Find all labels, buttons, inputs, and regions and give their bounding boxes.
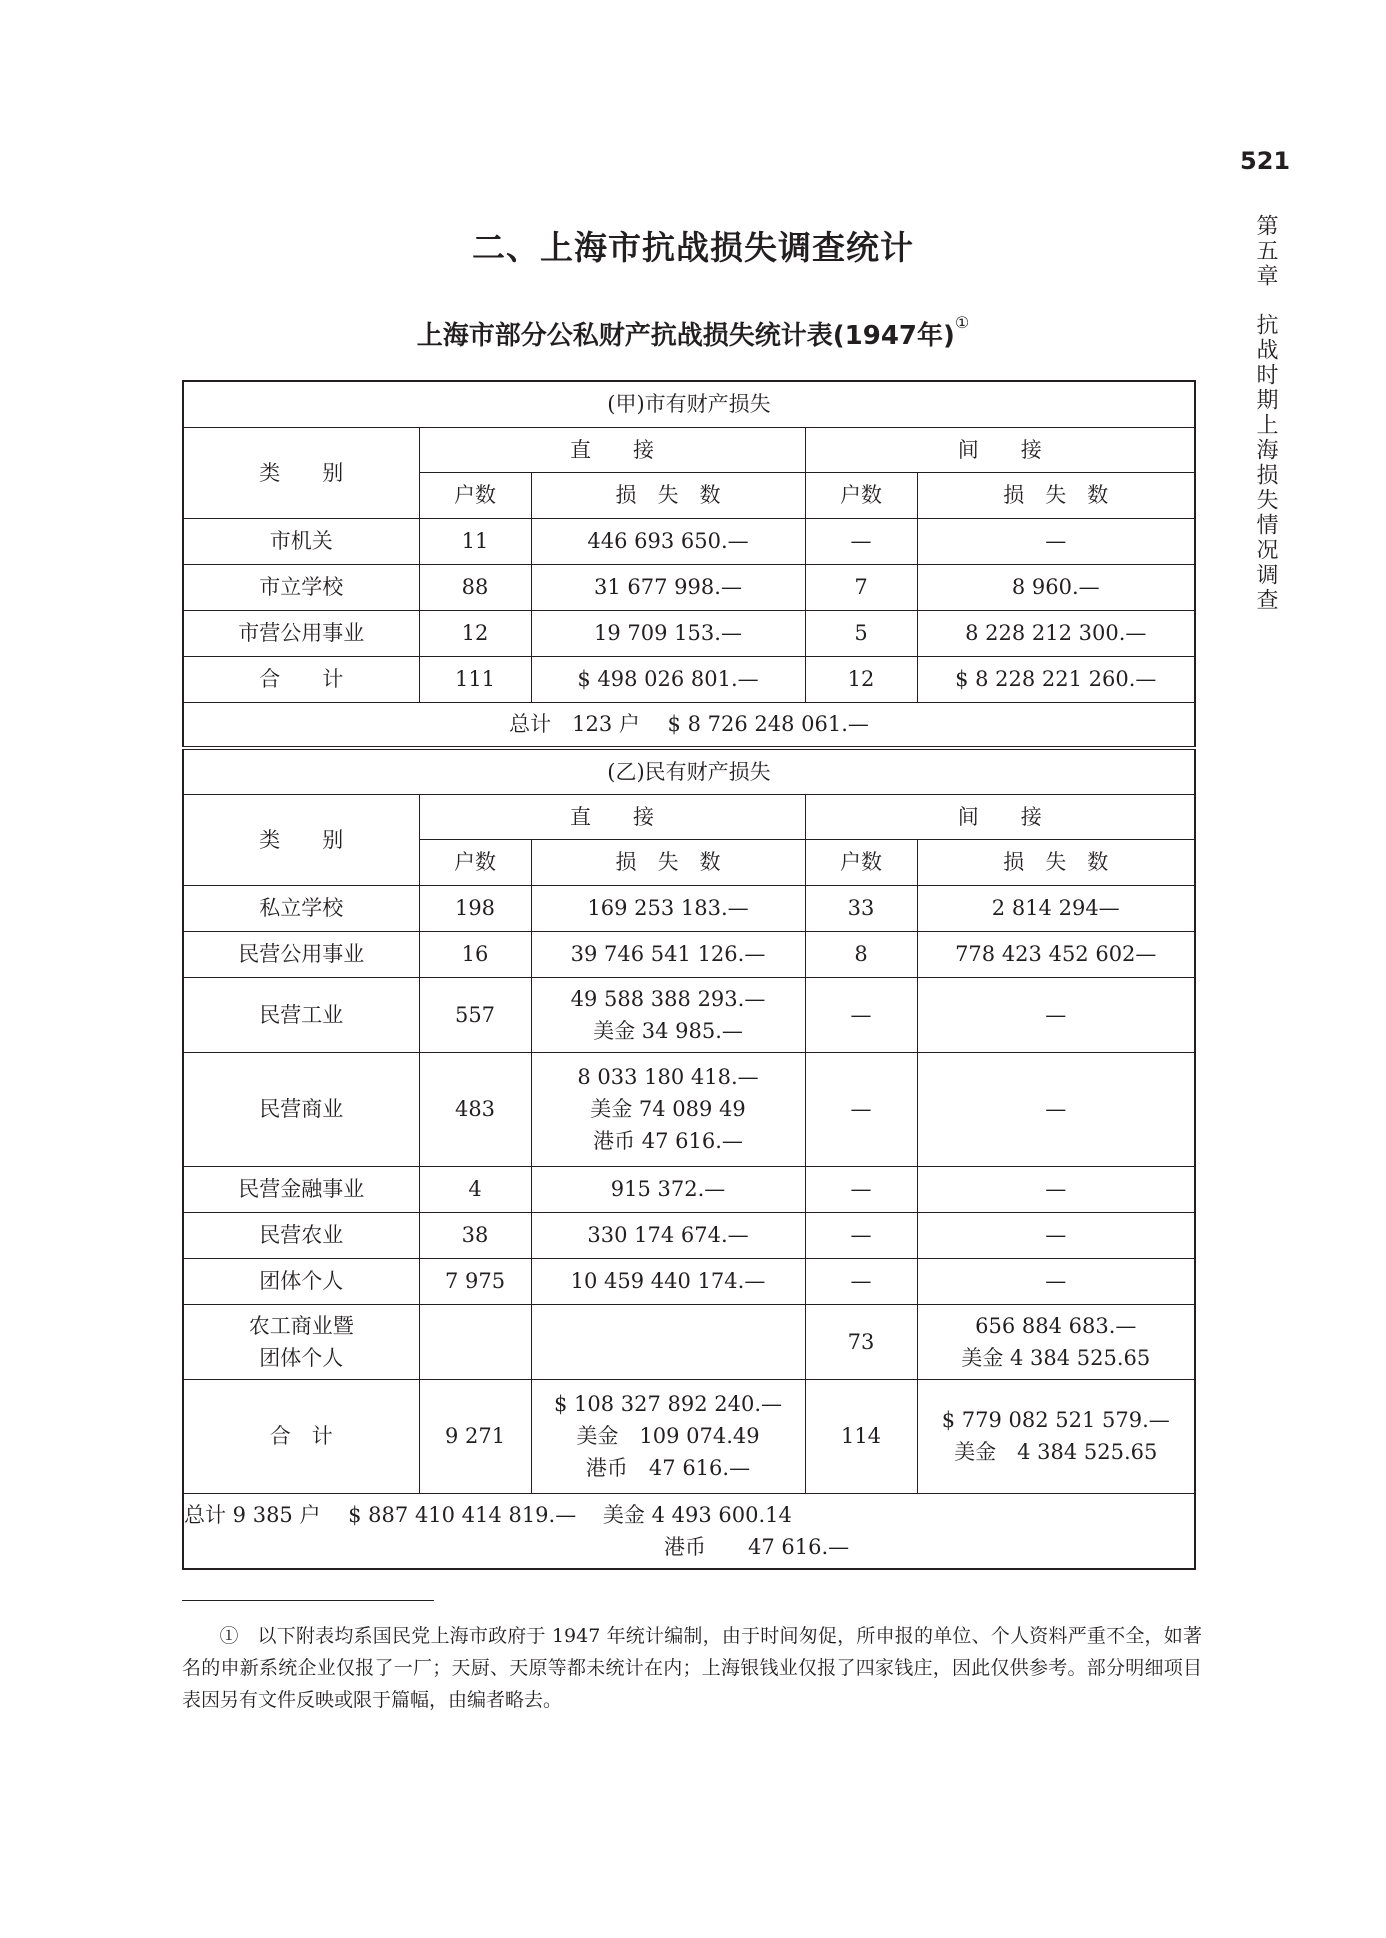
direct-loss-cell [531,1304,805,1379]
grand-total-hkd: 港币 47 616.— [664,1534,850,1559]
part-a-title: (甲)市有财产损失 [183,381,1195,427]
footnote-divider [182,1600,434,1601]
footnote-ref: ① [954,313,970,332]
indirect-households-cell: — [805,1166,917,1212]
indirect-header: 间 接 [805,427,1195,472]
table-row [183,885,1195,931]
page-number: 521 [1240,147,1291,175]
category-cell: 合 计 [183,1379,419,1493]
table-row [183,1166,1195,1212]
category-cell: 民营工业 [183,977,419,1052]
category-cell [183,1304,419,1379]
indirect-households-cell: — [805,1052,917,1166]
table-row [183,1258,1195,1304]
grand-total-usd: 美金 4 493 600.14 [602,1502,792,1527]
footnote-text: 以下附表均系国民党上海市政府于 1947 年统计编制，由于时间匆促，所申报的单位、个人资料严重不全，如著名的申新系统企业仅报了一厂；天厨、天原等都未统计在内；上海银钱业仅报了四家钱庄，因此仅供参考。部分明细项目表因另有文件反映或限于篇幅，由编者略去。 [182,1625,1202,1711]
direct-households-cell: 557 [419,977,531,1052]
direct-loss-cell: 915 372.— [531,1166,805,1212]
category-line: 农工商业暨 [248,1313,354,1338]
category-cell: 团体个人 [183,1258,419,1304]
part-b-total-row [183,1493,1195,1569]
category-header: 类 别 [183,794,419,885]
table-title-text: 上海市部分公私财产抗战损失统计表(1947年) [416,321,955,351]
category-line: 团体个人 [259,1345,344,1370]
loss-amount-usd: 美金 74 089 49 [590,1097,746,1121]
loss-amount: $ 108 327 892 240.— [553,1392,783,1416]
indirect-loss-cell: 8 960.— [917,564,1195,610]
table-title [0,315,1386,352]
direct-loss-cell: 169 253 183.— [531,885,805,931]
category-cell: 合 计 [183,656,419,702]
indirect-loss-cell: 8 228 212 300.— [917,610,1195,656]
grand-total-main: 总计 9 385 户 $ 887 410 414 819.— [184,1502,577,1527]
direct-households-cell: 88 [419,564,531,610]
category-cell: 私立学校 [183,885,419,931]
direct-households-cell: 12 [419,610,531,656]
table-row [183,977,1195,1052]
indirect-households-cell: 73 [805,1304,917,1379]
indirect-loss-cell: — [917,1212,1195,1258]
indirect-loss-cell: 778 423 452 602— [917,931,1195,977]
loss-amount-usd: 美金 34 985.— [593,1018,743,1043]
households-header: 户数 [805,839,917,885]
direct-households-cell: 11 [419,518,531,564]
direct-households-cell [419,1304,531,1379]
loss-amount-usd: 美金 4 384 525.65 [954,1440,1158,1464]
indirect-households-cell: 5 [805,610,917,656]
part-b-total [183,1493,1195,1569]
loss-header: 损 失 数 [917,472,1195,518]
direct-loss-cell: $ 498 026 801.— [531,656,805,702]
chapter-label: 第五章 [1253,214,1278,289]
households-header: 户数 [419,839,531,885]
section-heading: 二、上海市抗战损失调查统计 [472,228,914,267]
table-row [183,564,1195,610]
direct-loss-cell [531,1379,805,1493]
loss-statistics-table [182,380,1196,1570]
loss-header: 损 失 数 [917,839,1195,885]
direct-households-cell: 111 [419,656,531,702]
direct-households-cell: 198 [419,885,531,931]
footnote [182,1620,1202,1716]
loss-amount-hkd: 港币 47 616.— [585,1456,751,1480]
subtotal-row [183,1379,1195,1493]
indirect-loss-cell [917,1304,1195,1379]
table-row [183,610,1195,656]
direct-loss-cell: 446 693 650.— [531,518,805,564]
loss-amount: 49 588 388 293.— [570,986,766,1011]
indirect-households-cell: — [805,977,917,1052]
indirect-loss-cell: — [917,977,1195,1052]
indirect-loss-cell: $ 8 228 221 260.— [917,656,1195,702]
direct-households-cell: 7 975 [419,1258,531,1304]
table-row [183,518,1195,564]
direct-loss-cell: 10 459 440 174.— [531,1258,805,1304]
category-cell: 民营公用事业 [183,931,419,977]
indirect-households-cell: 7 [805,564,917,610]
indirect-households-cell: 8 [805,931,917,977]
loss-header: 损 失 数 [531,839,805,885]
table-row [183,931,1195,977]
direct-households-cell: 483 [419,1052,531,1166]
indirect-loss-cell: — [917,1258,1195,1304]
part-b-title: (乙)民有财产损失 [183,748,1195,794]
part-a-total: 总计 123 户 $ 8 726 248 061.— [183,702,1195,748]
subtotal-row [183,656,1195,702]
loss-amount: $ 779 082 521 579.— [941,1408,1170,1432]
indirect-header: 间 接 [805,794,1195,839]
chapter-side-title [1250,214,1280,613]
direct-loss-cell [531,1052,805,1166]
loss-amount-usd: 美金 4 384 525.65 [961,1345,1151,1370]
direct-households-cell: 16 [419,931,531,977]
loss-amount: 656 884 683.— [975,1313,1137,1338]
indirect-households-cell: — [805,1258,917,1304]
table-row [183,1212,1195,1258]
loss-amount-usd: 美金 109 074.49 [576,1424,760,1448]
indirect-households-cell: 12 [805,656,917,702]
direct-households-cell: 4 [419,1166,531,1212]
households-header: 户数 [805,472,917,518]
direct-loss-cell [531,977,805,1052]
footnote-marker: ① [219,1625,239,1647]
category-header: 类 别 [183,427,419,518]
indirect-loss-cell: — [917,1166,1195,1212]
part-a-total-row [183,702,1195,748]
direct-header: 直 接 [419,427,805,472]
direct-loss-cell: 31 677 998.— [531,564,805,610]
category-cell: 市立学校 [183,564,419,610]
category-cell: 市营公用事业 [183,610,419,656]
category-cell: 民营农业 [183,1212,419,1258]
category-cell: 民营商业 [183,1052,419,1166]
direct-loss-cell: 39 746 541 126.— [531,931,805,977]
category-cell: 市机关 [183,518,419,564]
indirect-households-cell: — [805,1212,917,1258]
category-cell: 民营金融事业 [183,1166,419,1212]
direct-loss-cell: 19 709 153.— [531,610,805,656]
indirect-loss-cell: — [917,1052,1195,1166]
direct-households-cell: 9 271 [419,1379,531,1493]
indirect-households-cell: 114 [805,1379,917,1493]
indirect-households-cell: 33 [805,885,917,931]
loss-amount: 8 033 180 418.— [577,1065,759,1089]
chapter-topic: 抗战时期上海损失情况调查 [1253,313,1278,613]
households-header: 户数 [419,472,531,518]
direct-header: 直 接 [419,794,805,839]
indirect-loss-cell [917,1379,1195,1493]
direct-loss-cell: 330 174 674.— [531,1212,805,1258]
loss-header: 损 失 数 [531,472,805,518]
loss-amount-hkd: 港币 47 616.— [593,1129,743,1153]
direct-households-cell: 38 [419,1212,531,1258]
indirect-households-cell: — [805,518,917,564]
indirect-loss-cell: — [917,518,1195,564]
table-row [183,1052,1195,1166]
indirect-loss-cell: 2 814 294— [917,885,1195,931]
table-row [183,1304,1195,1379]
